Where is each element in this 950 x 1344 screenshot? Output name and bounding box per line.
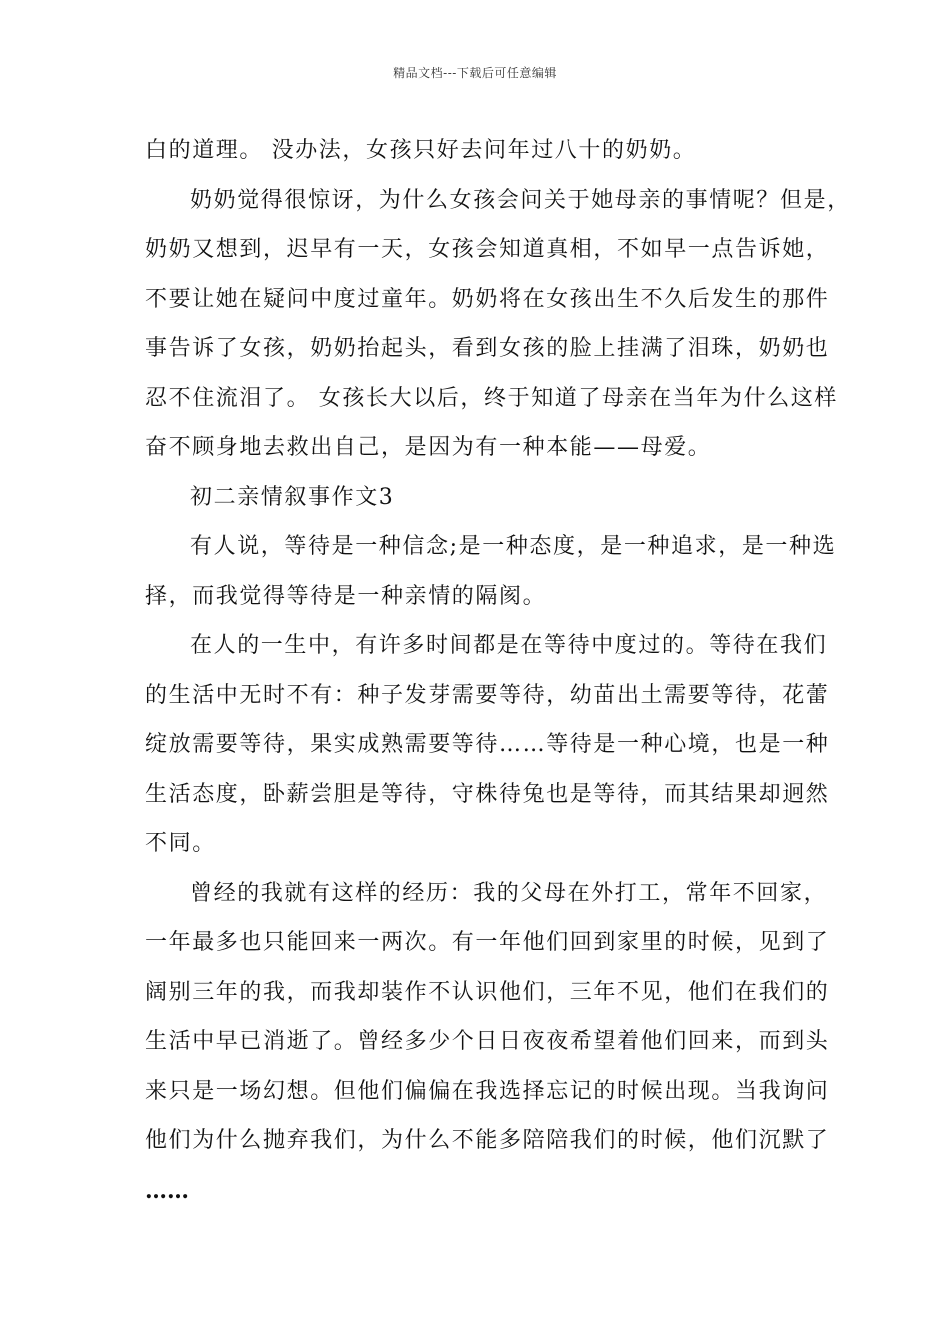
text-line: 白的道理。 没办法，女孩只好去问年过八十的奶奶。 <box>145 138 697 163</box>
text-line: 择，而我觉得等待是一种亲情的隔阂。 <box>145 583 547 609</box>
text-line: 的生活中无时不有：种子发芽需要等待，幼苗出土需要等待，花蕾 <box>145 682 830 708</box>
text-line: 不要让她在疑问中度过童年。奶奶将在女孩出生不久后发生的那件 <box>145 286 830 312</box>
section-heading: 初二亲情叙事作文3 <box>190 484 395 510</box>
text-line: 生活态度，卧薪尝胆是等待，守株待兔也是等待，而其结果却迥然 <box>145 781 830 807</box>
text-line: 事告诉了女孩，奶奶抬起头，看到女孩的脸上挂满了泪珠，奶奶也 <box>145 336 830 361</box>
page-header: 精品文档---下载后可任意编辑 <box>393 66 557 80</box>
text-line: 不同。 <box>145 831 216 856</box>
text-line: 绽放需要等待，果实成熟需要等待……等待是一种心境，也是一种 <box>145 732 830 757</box>
text-line: 他们为什么抛弃我们，为什么不能多陪陪我们的时候，他们沉默了 <box>145 1128 830 1153</box>
text-line: 奶奶觉得很惊讶，为什么女孩会问关于她母亲的事情呢？但是， <box>190 187 851 213</box>
text-line: …… <box>145 1177 189 1204</box>
text-line: 曾经的我就有这样的经历：我的父母在外打工，常年不回家， <box>190 880 828 906</box>
text-line: 阔别三年的我，而我却装作不认识他们，三年不见，他们在我们的 <box>145 979 830 1005</box>
text-line: 忍不住流泪了。 女孩长大以后，终于知道了母亲在当年为什么这样 <box>145 385 838 411</box>
text-line: 有人说，等待是一种信念;是一种态度，是一种追求，是一种选 <box>190 534 837 559</box>
text-line: 奋不顾身地去救出自己，是因为有一种本能——母爱。 <box>145 435 712 460</box>
text-line: 一年最多也只能回来一两次。有一年他们回到家里的时候，见到了 <box>145 930 830 955</box>
text-line: 来只是一场幻想。但他们偏偏在我选择忘记的时候出现。当我询问 <box>145 1078 830 1104</box>
text-line: 奶奶又想到，迟早有一天，女孩会知道真相，不如早一点告诉她， <box>145 237 830 262</box>
text-line: 生活中早已消逝了。曾经多少个日日夜夜希望着他们回来，而到头 <box>145 1029 830 1054</box>
document-body <box>145 131 851 1220</box>
text-line: 在人的一生中，有许多时间都是在等待中度过的。等待在我们 <box>190 633 828 658</box>
